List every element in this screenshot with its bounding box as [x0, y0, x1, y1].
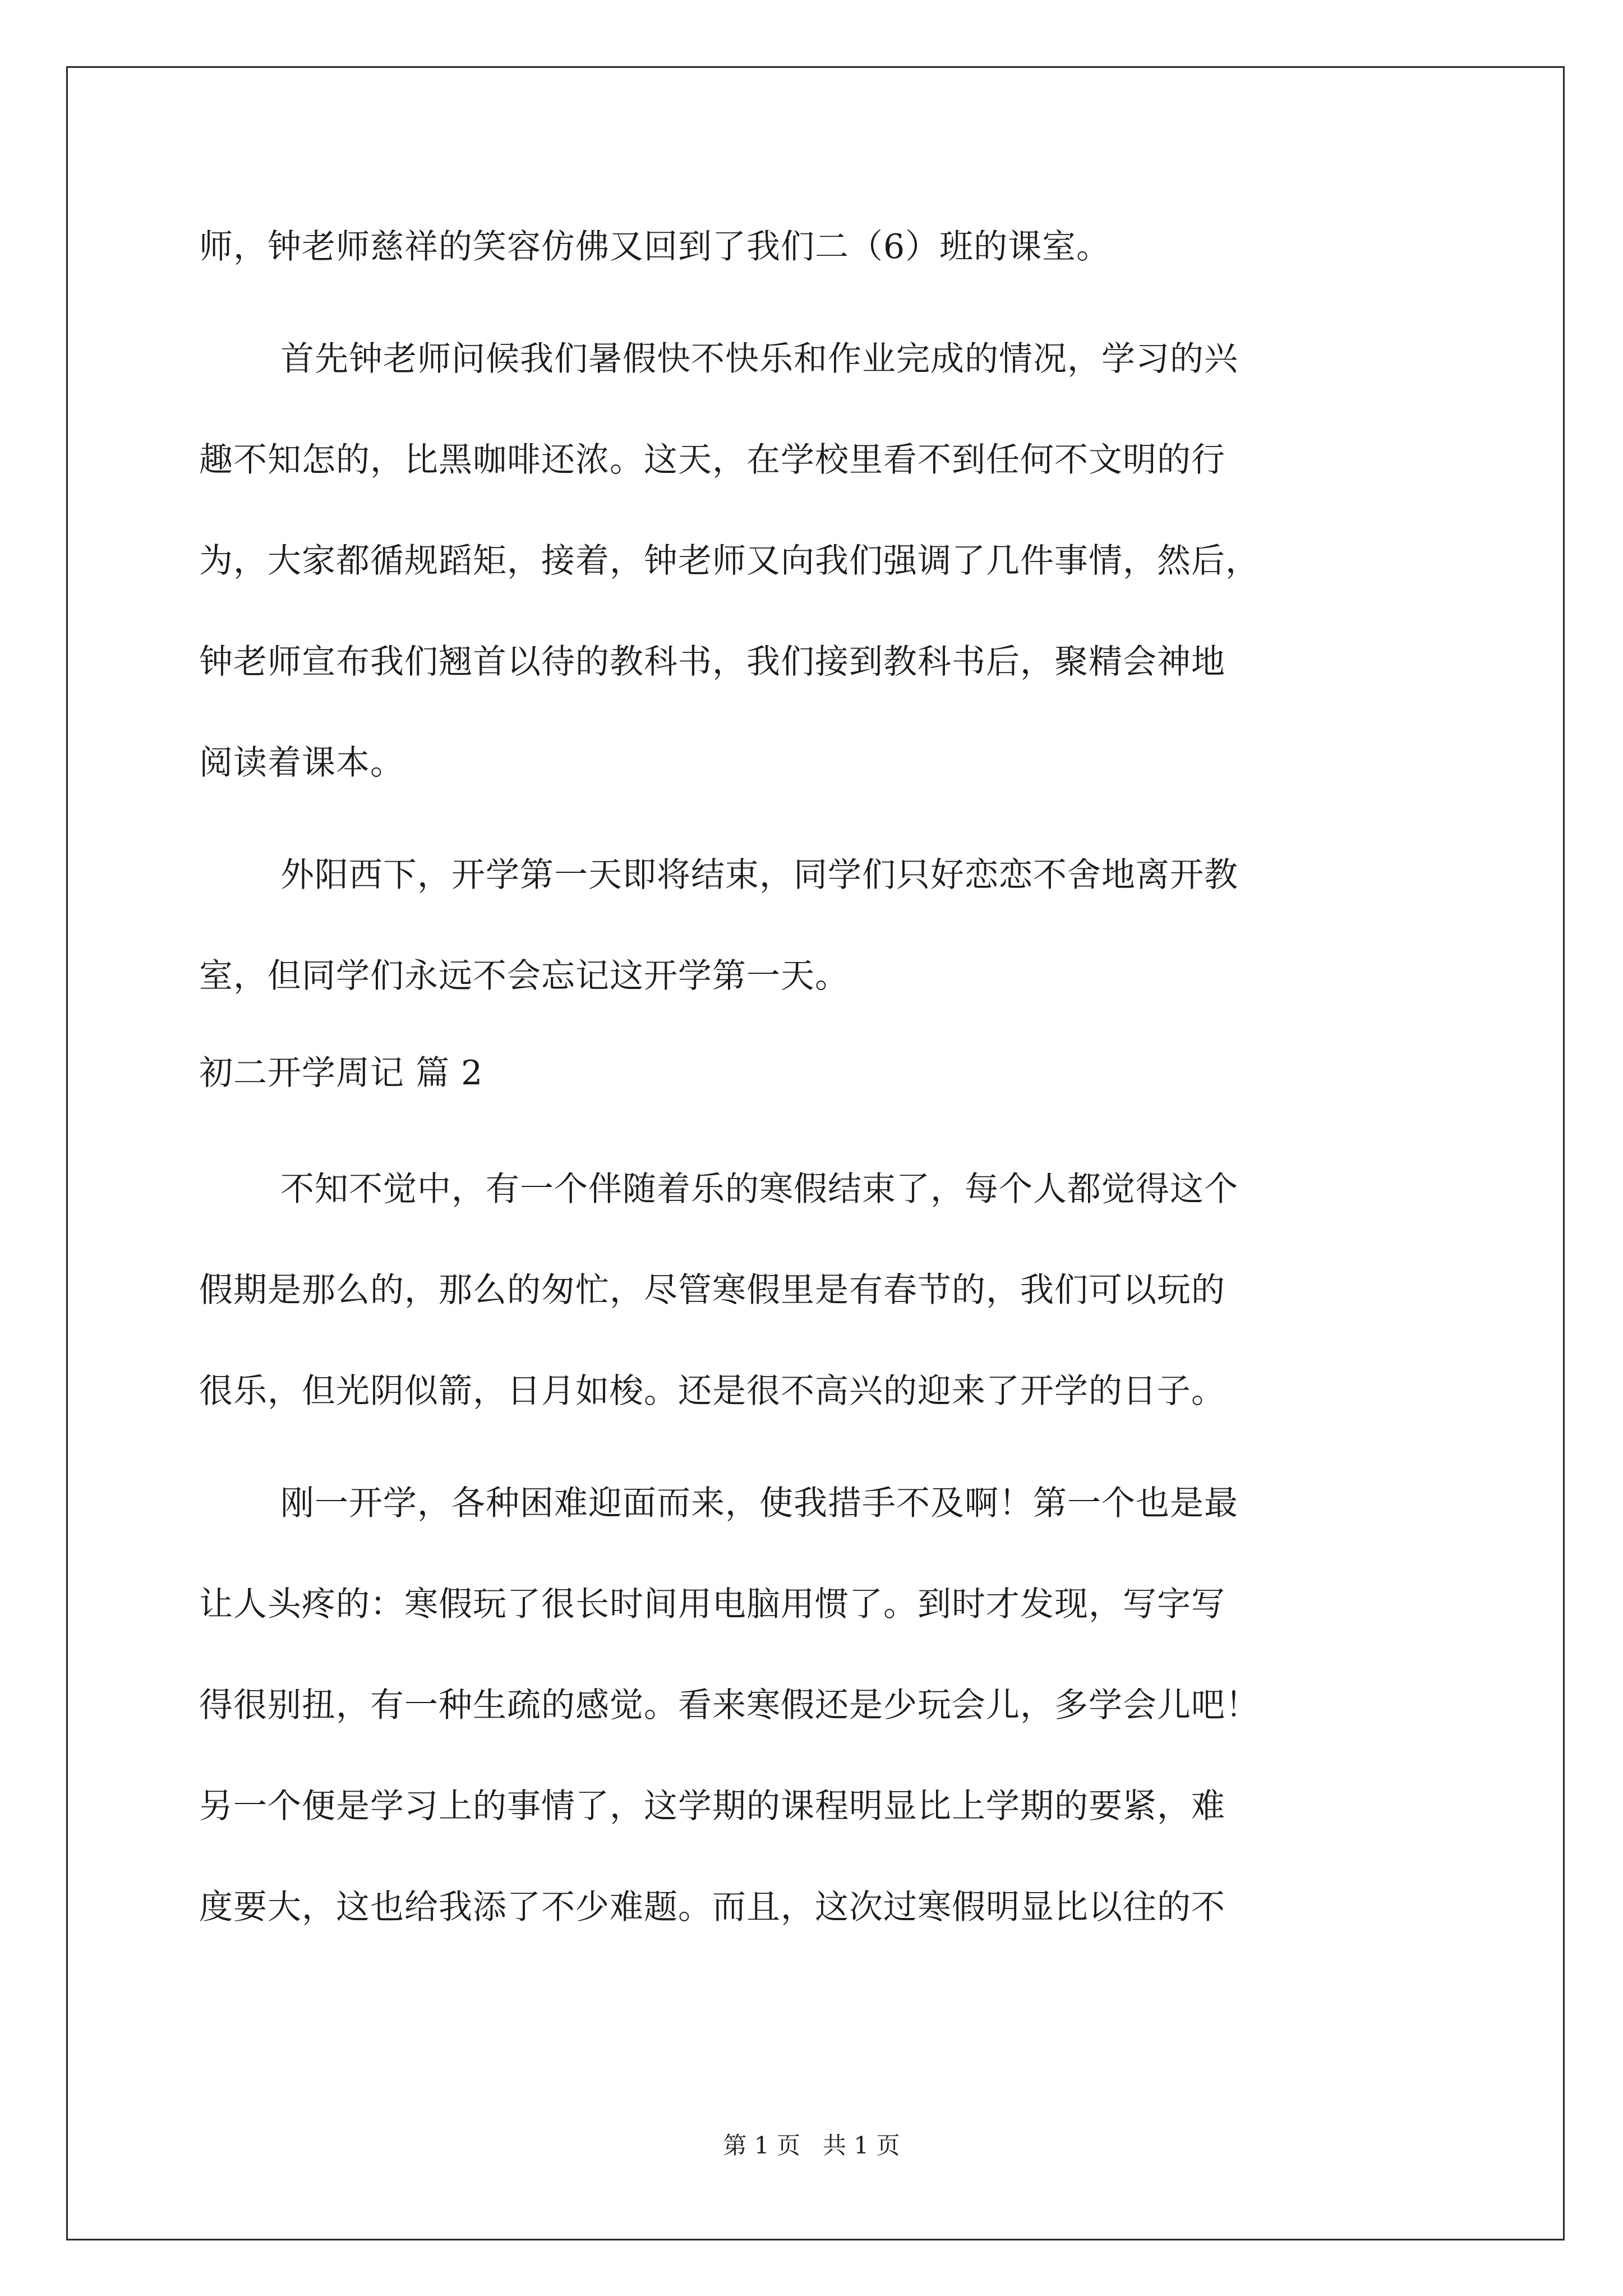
paragraph-first-line: 刚一开学，各种困难迎面而来，使我措手不及啊！第一个也是最: [280, 1484, 1238, 1523]
body-line: 很乐，但光阴似箭，日月如梭。还是很不高兴的迎来了开学的日子。: [199, 1372, 1225, 1411]
body-line: 为，大家都循规蹈矩，接着，钟老师又向我们强调了几件事情，然后，: [199, 541, 1260, 581]
body-line: 阅读着课本。: [199, 743, 404, 783]
body-line: 假期是那么的，那么的匆忙，尽管寒假里是有春节的，我们可以玩的: [199, 1271, 1225, 1310]
paragraph-first-line: 首先钟老师问候我们暑假快不快乐和作业完成的情况，学习的兴: [280, 339, 1238, 379]
body-line: 钟老师宣布我们翘首以待的教科书，我们接到教科书后，聚精会神地: [199, 642, 1225, 682]
section-heading: 初二开学周记 篇 2: [199, 1053, 483, 1093]
paragraph-first-line: 不知不觉中，有一个伴随着乐的寒假结束了，每个人都觉得这个: [280, 1170, 1238, 1209]
page-footer: 第 1 页 共 1 页: [723, 2132, 900, 2159]
body-line: 师，钟老师慈祥的笑容仿佛又回到了我们二（6）班的课室。: [199, 227, 1111, 266]
body-line: 让人头疼的：寒假玩了很长时间用电脑用惯了。到时才发现，写字写: [199, 1585, 1225, 1624]
body-line: 趣不知怎的，比黑咖啡还浓。这天，在学校里看不到任何不文明的行: [199, 440, 1225, 480]
body-line: 度要大，这也给我添了不少难题。而且，这次过寒假明显比以往的不: [199, 1888, 1225, 1927]
paragraph-first-line: 外阳西下，开学第一天即将结束，同学们只好恋恋不舍地离开教: [280, 855, 1238, 895]
body-line: 室，但同学们永远不会忘记这开学第一天。: [199, 956, 849, 996]
body-line: 另一个便是学习上的事情了，这学期的课程明显比上学期的要紧，难: [199, 1787, 1225, 1826]
body-line: 得很别扭，有一种生疏的感觉。看来寒假还是少玩会儿，多学会儿吧！: [199, 1686, 1260, 1725]
